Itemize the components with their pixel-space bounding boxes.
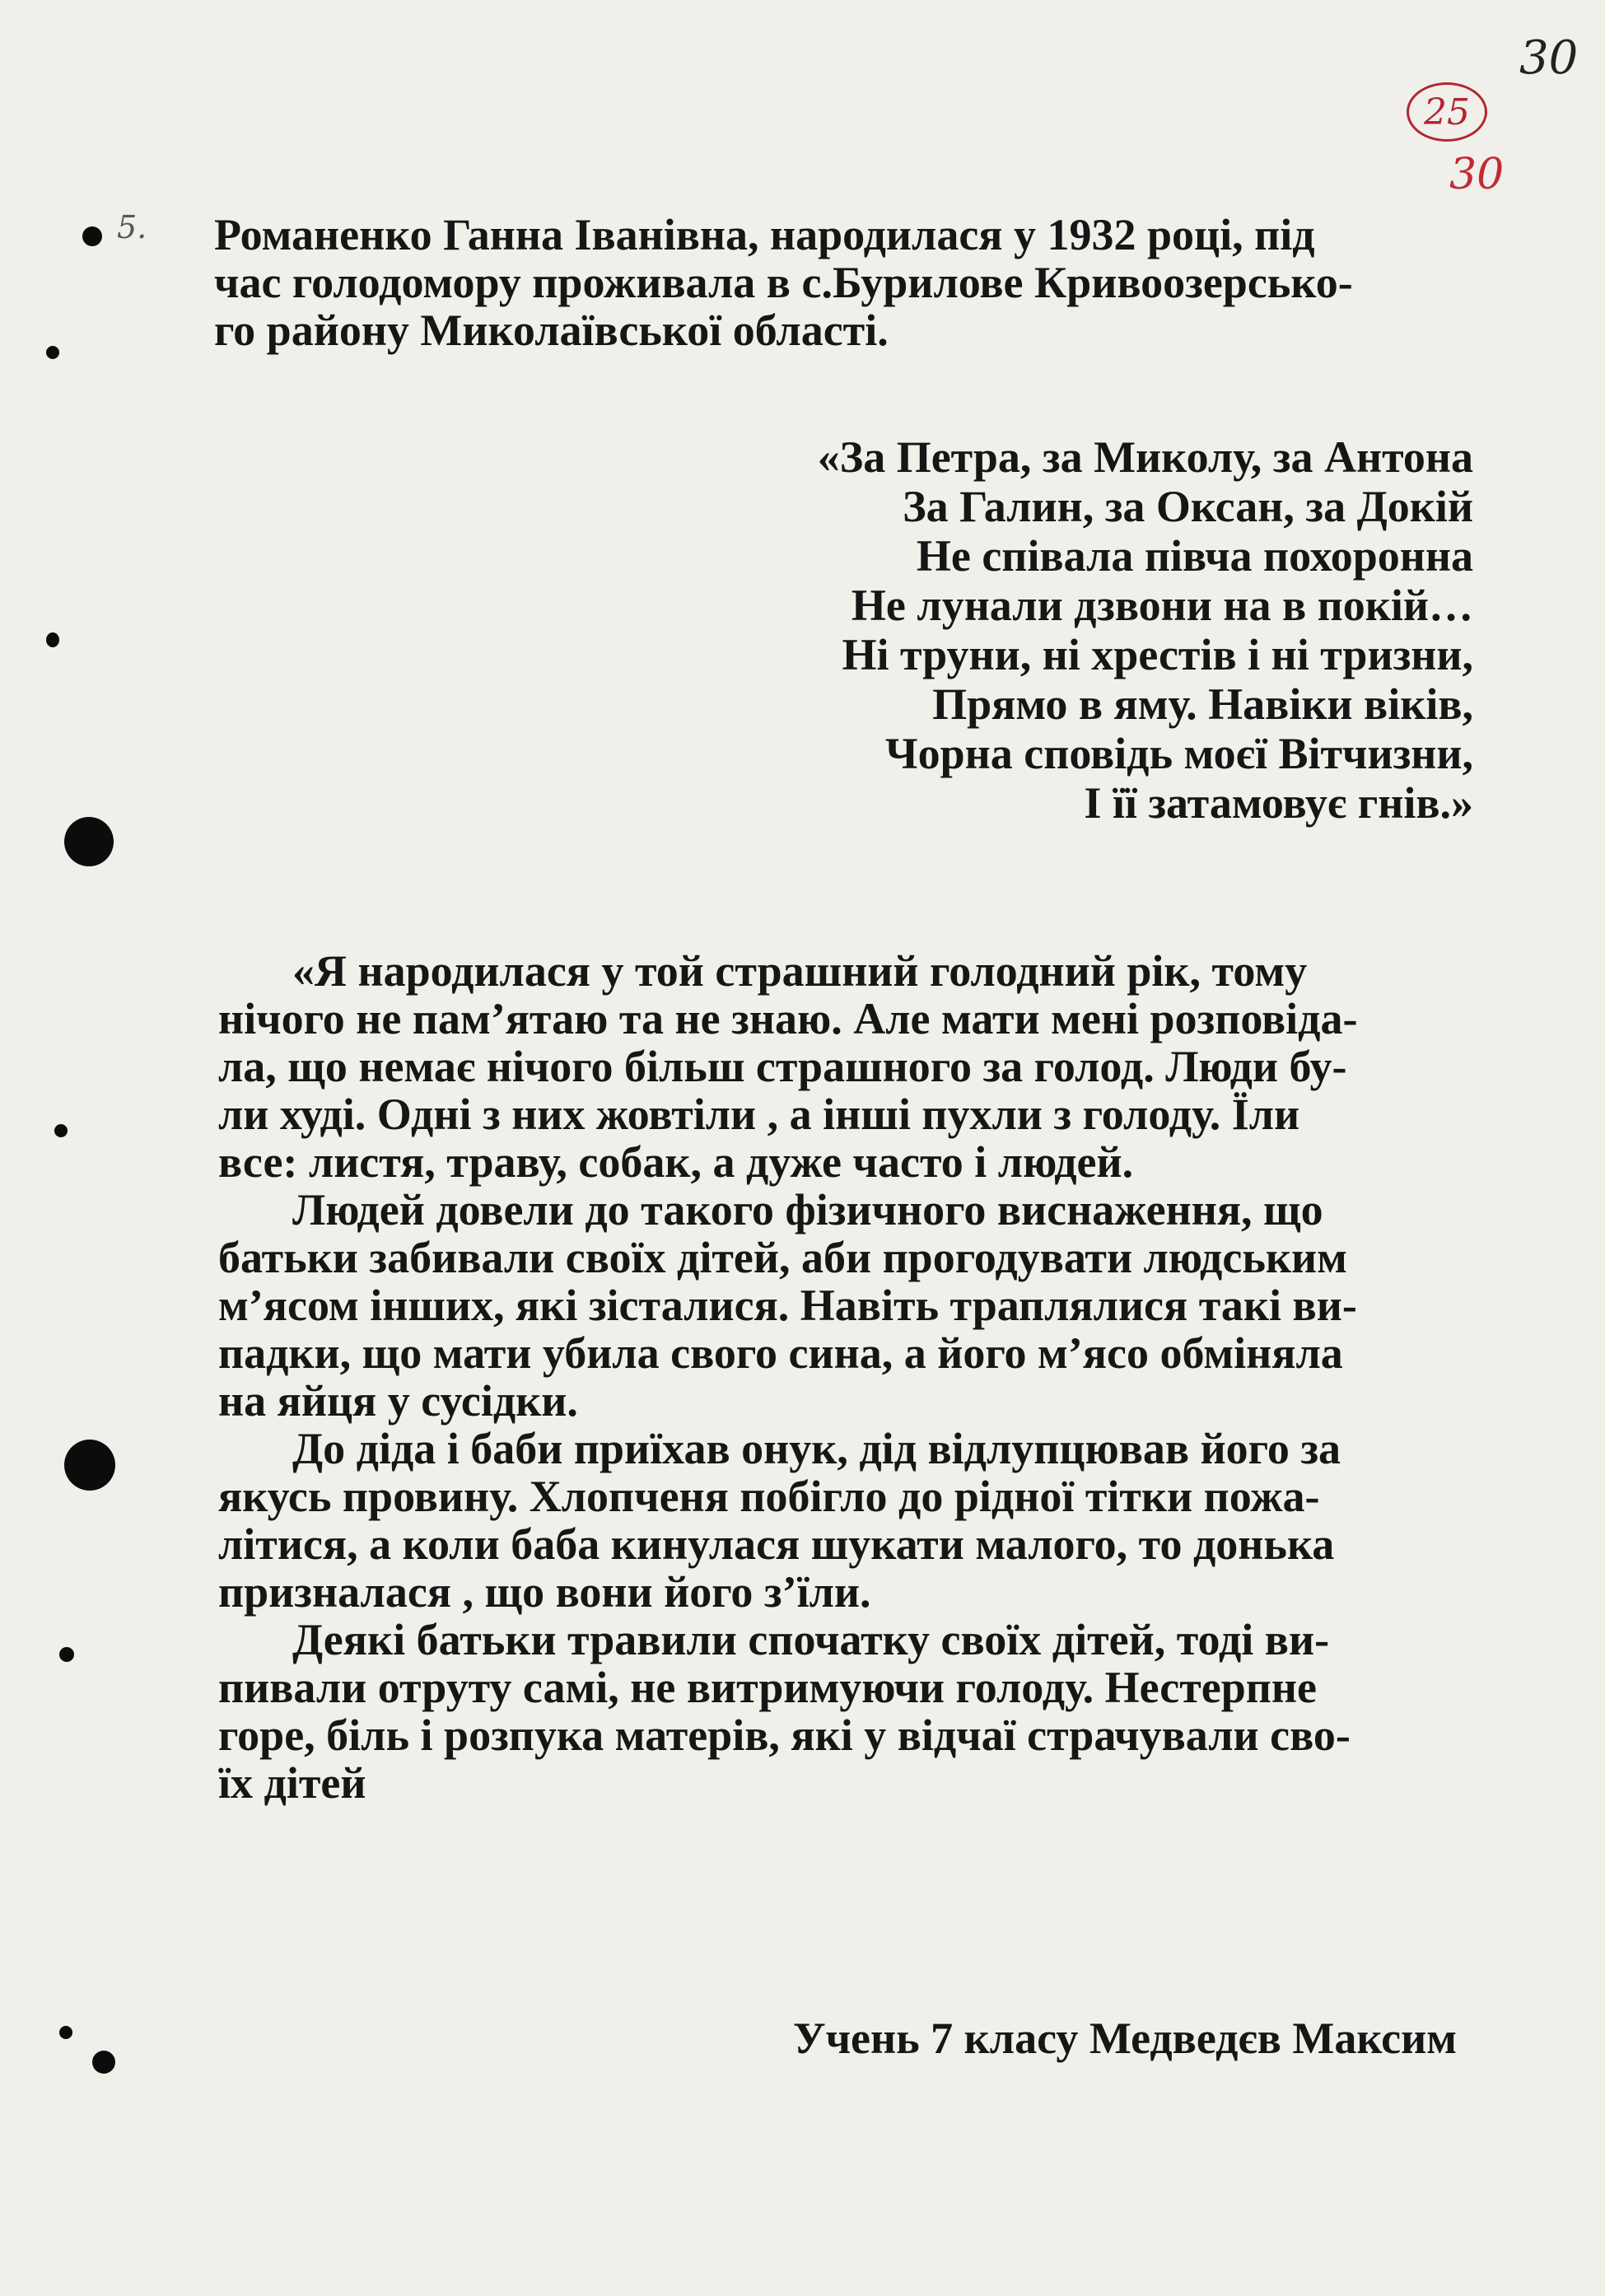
poem-line: Не лунали дзвони на в покій… [851,581,1473,630]
poem-line: За Галин, за Оксан, за Докій [903,482,1473,531]
poem-line: Не співала півча похоронна [916,531,1473,581]
poem-line: Ні труни, ні хрестів і ні тризни, [842,630,1473,679]
story-line: горе, біль і розпука матерів, які у відчаї страчували сво- [218,1710,1351,1760]
intro-line: Романенко Ганна Іванівна, народилася у 1932 році, під [214,210,1315,259]
poem-line: Прямо в яму. Навіки віків, [932,679,1473,729]
punch-hole [46,346,59,359]
story-text [218,947,1357,1807]
punch-hole [59,1647,74,1662]
story-line: батьки забивали своїх дітей, аби прогодувати людським [218,1233,1347,1282]
punch-hole [46,632,59,647]
story-line: Деякі батьки травили спочатку своїх дітей, тоді ви- [292,1615,1330,1664]
story-line: літися, а коли баба кинулася шукати малого, то донька [218,1519,1335,1569]
intro-paragraph [214,211,1353,354]
author-signature: Учень 7 класу Медведєв Максим [792,2014,1457,2063]
story-line: Людей довели до такого фізичного виснаження, що [292,1185,1323,1234]
punch-hole [64,817,114,866]
story-line: падки, що мати убила свого сина, а його м’ясо обміняла [218,1328,1343,1378]
story-line: нічого не пам’ятаю та не знаю. Але мати мені розповіда- [218,994,1358,1043]
poem-line: І її затамовує гнів.» [1084,778,1473,828]
intro-line: час голодомору проживала в с.Бурилове Кривоозерсько- [214,258,1353,307]
story-line: До діда і баби приїхав онук, дід відлупцював його за [292,1424,1341,1473]
punch-hole [82,226,102,246]
intro-line: го району Миколаївської області. [214,306,889,355]
story-line: «Я народилася у той страшний голодний рік, тому [292,946,1308,996]
story-line: на яйця у сусідки. [218,1376,578,1426]
story-line: пивали отруту самі, не витримуючи голоду. Нестерпне [218,1663,1317,1712]
story-line: ла, що немає нічого більш страшного за голод. Люди бу- [218,1042,1347,1091]
story-line: якусь провину. Хлопченя побігло до рідної тітки пожа- [218,1472,1320,1521]
page-number-red: 30 [1449,150,1505,199]
poem-line: «За Петра, за Миколу, за Антона [817,432,1473,482]
story-line: м’ясом інших, які зісталися. Навіть траплялися такі ви- [218,1281,1357,1330]
punch-hole [54,1124,68,1137]
punch-hole [64,1440,115,1491]
story-line: їх дітей [218,1758,366,1808]
punch-hole [92,2051,115,2074]
page-number-top: 30 [1519,31,1579,85]
story-line: призналася , що вони його з’їли. [218,1567,871,1617]
punch-hole [59,2026,72,2039]
circled-number-stamp [1407,82,1487,142]
poem [818,432,1473,828]
poem-line: Чорна сповідь моєї Вітчизни, [885,729,1473,778]
story-line: ли худі. Одні з них жовтіли , а інші пухли з голоду. Їли [218,1090,1300,1139]
item-number: 5. [117,209,147,245]
stamp-number: 25 [1424,91,1470,133]
story-line: все: листя, траву, собак, а дуже часто і людей. [218,1137,1134,1187]
